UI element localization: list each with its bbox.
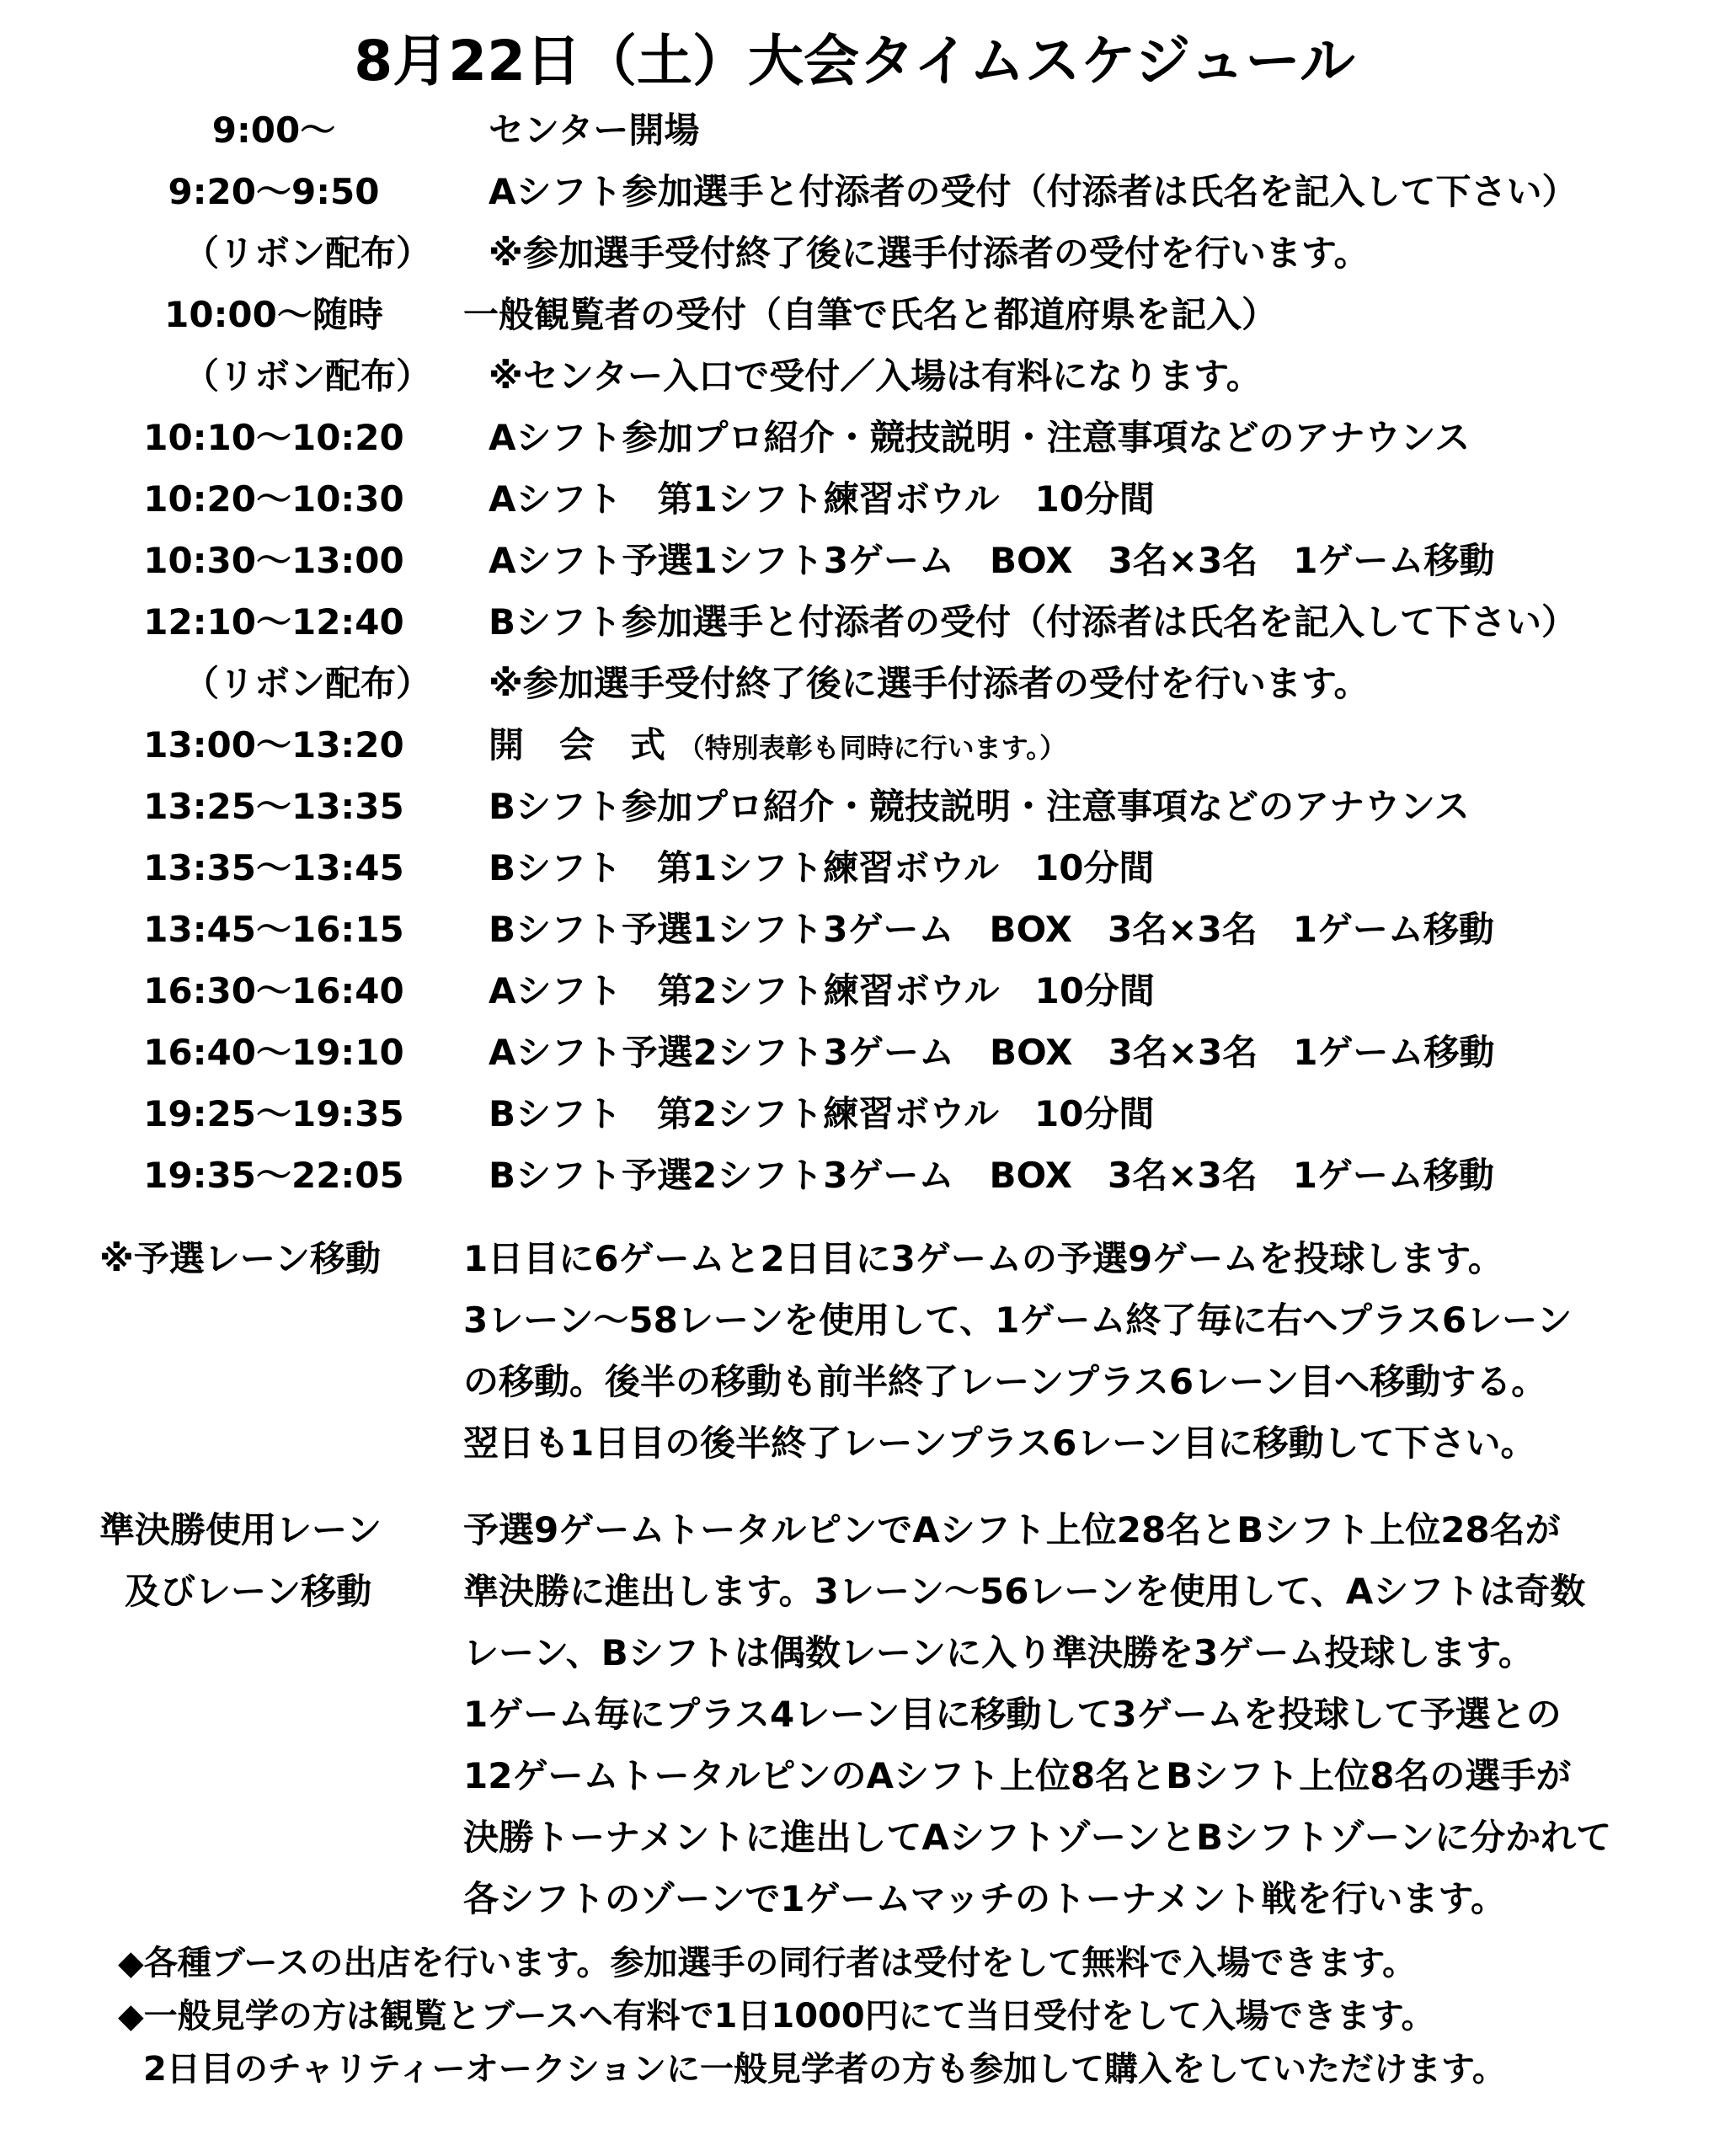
schedule-row xyxy=(0,284,1709,345)
schedule-desc: ※参加選手受付終了後に選手付添者の受付を行います。 xyxy=(489,232,1370,274)
schedule-row xyxy=(0,407,1709,468)
schedule-desc: ※参加選手受付終了後に選手付添者の受付を行います。 xyxy=(489,663,1370,704)
schedule-desc: Bシフト参加選手と付添者の受付（付添者は氏名を記入して下さい） xyxy=(489,601,1578,643)
schedule-time: （リボン配布） xyxy=(183,355,431,397)
schedule-list xyxy=(0,99,1709,1206)
schedule-time: 19:35〜22:05 xyxy=(143,1155,404,1196)
schedule-time: 13:35〜13:45 xyxy=(143,847,404,889)
yosen-line: の移動。後半の移動も前半終了レーンプラス6レーン目へ移動する。 xyxy=(463,1361,1547,1402)
schedule-desc: ※センター入口で受付／入場は有料になります。 xyxy=(489,355,1262,397)
semifinal-line: 12ゲームトータルピンのAシフト上位8名とBシフト上位8名の選手が xyxy=(463,1755,1572,1796)
schedule-row xyxy=(0,591,1709,653)
schedule-row xyxy=(0,1145,1709,1206)
note-line: ◆各種ブースの出店を行います。参加選手の同行者は受付をして無料で入場できます。 xyxy=(118,1944,1417,1983)
ceremony-note: （特別表彰も同時に行います。） xyxy=(677,732,1067,764)
schedule-desc: Bシフト予選2シフト3ゲーム BOX 3名×3名 1ゲーム移動 xyxy=(489,1155,1494,1196)
schedule-desc: Aシフト予選1シフト3ゲーム BOX 3名×3名 1ゲーム移動 xyxy=(489,540,1495,581)
semifinal-line: 1ゲーム毎にプラス4レーン目に移動して3ゲームを投球して予選との xyxy=(463,1694,1562,1735)
yosen-line: 3レーン〜58レーンを使用して、1ゲーム終了毎に右へプラス6レーン xyxy=(463,1299,1573,1341)
notes-block xyxy=(118,1937,1685,2096)
schedule-desc: Aシフト 第2シフト練習ボウル 10分間 xyxy=(489,970,1155,1011)
schedule-row xyxy=(0,468,1709,530)
schedule-desc: Bシフト参加プロ紹介・競技説明・注意事項などのアナウンス xyxy=(489,786,1470,827)
schedule-row xyxy=(0,837,1709,899)
schedule-desc: Bシフト 第1シフト練習ボウル 10分間 xyxy=(489,847,1155,889)
semifinal-line: 決勝トーナメントに進出してAシフトゾーンとBシフトゾーンに分かれて xyxy=(463,1817,1612,1858)
schedule-desc: 一般観覧者の受付（自筆で氏名と都道府県を記入） xyxy=(463,294,1278,335)
schedule-time: 10:20〜10:30 xyxy=(143,478,404,520)
schedule-time: 16:40〜19:10 xyxy=(143,1032,404,1073)
schedule-time: 13:45〜16:15 xyxy=(143,909,404,950)
semifinal-line: 各シフトのゾーンで1ゲームマッチのトーナメント戦を行います。 xyxy=(463,1878,1506,1919)
schedule-time: 10:30〜13:00 xyxy=(143,540,404,581)
schedule-row xyxy=(0,714,1709,776)
semifinal-line: 準決勝に進出します。3レーン〜56レーンを使用して、Aシフトは奇数 xyxy=(463,1571,1586,1612)
semifinal-line: 予選9ゲームトータルピンでAシフト上位28名とBシフト上位28名が xyxy=(463,1509,1561,1550)
schedule-desc: Aシフト参加選手と付添者の受付（付添者は氏名を記入して下さい） xyxy=(489,171,1578,212)
schedule-desc: Aシフト 第1シフト練習ボウル 10分間 xyxy=(489,478,1155,520)
yosen-label: ※予選レーン移動 xyxy=(99,1238,381,1279)
schedule-desc: Bシフト予選1シフト3ゲーム BOX 3名×3名 1ゲーム移動 xyxy=(489,909,1494,950)
page-title: 8月22日（土）大会タイムスケジュール xyxy=(354,29,1355,93)
schedule-row xyxy=(0,222,1709,284)
schedule-row xyxy=(0,960,1709,1022)
schedule-time: 10:00〜随時 xyxy=(164,294,383,335)
yosen-label-block xyxy=(99,1228,428,1289)
schedule-time: 9:00〜 xyxy=(211,109,336,151)
semifinal-text-block xyxy=(463,1499,1676,1929)
semifinal-label: 準決勝使用レーン xyxy=(99,1509,382,1550)
schedule-desc xyxy=(489,714,1066,779)
semifinal-label-block xyxy=(99,1499,428,1622)
schedule-row xyxy=(0,161,1709,222)
schedule-time: 9:20〜9:50 xyxy=(168,171,380,212)
schedule-time: （リボン配布） xyxy=(183,663,431,704)
schedule-desc: Aシフト参加プロ紹介・競技説明・注意事項などのアナウンス xyxy=(489,417,1471,458)
schedule-row xyxy=(0,899,1709,960)
schedule-desc: Aシフト予選2シフト3ゲーム BOX 3名×3名 1ゲーム移動 xyxy=(489,1032,1495,1073)
ceremony-label: 開 会 式 xyxy=(489,724,666,766)
schedule-time: 10:10〜10:20 xyxy=(143,417,404,458)
yosen-line: 1日目に6ゲームと2日目に3ゲームの予選9ゲームを投球します。 xyxy=(463,1238,1503,1279)
note-line: 2日目のチャリティーオークションに一般見学者の方も参加して購入をしていただけます。 xyxy=(143,2050,1506,2089)
schedule-time: 19:25〜19:35 xyxy=(143,1093,404,1134)
schedule-desc: Bシフト 第2シフト練習ボウル 10分間 xyxy=(489,1093,1155,1134)
yosen-line: 翌日も1日目の後半終了レーンプラス6レーン目に移動して下さい。 xyxy=(463,1422,1536,1464)
schedule-row xyxy=(0,99,1709,161)
schedule-row xyxy=(0,1083,1709,1145)
yosen-text-block xyxy=(463,1228,1676,1474)
schedule-desc: センター開場 xyxy=(489,109,700,151)
note-line: ◆一般見学の方は観覧とブースへ有料で1日1000円にて当日受付をして入場できます。 xyxy=(118,1997,1435,2036)
schedule-time: 13:00〜13:20 xyxy=(143,724,404,766)
schedule-row xyxy=(0,776,1709,837)
semifinal-line: レーン、Bシフトは偶数レーンに入り準決勝を3ゲーム投球します。 xyxy=(463,1632,1534,1673)
schedule-row xyxy=(0,345,1709,407)
schedule-time: 12:10〜12:40 xyxy=(143,601,404,643)
schedule-row xyxy=(0,1022,1709,1083)
schedule-time: 16:30〜16:40 xyxy=(143,970,404,1011)
schedule-time: 13:25〜13:35 xyxy=(143,786,404,827)
schedule-time: （リボン配布） xyxy=(183,232,431,274)
schedule-row xyxy=(0,653,1709,714)
semifinal-label: 及びレーン移動 xyxy=(125,1571,372,1612)
schedule-row xyxy=(0,530,1709,591)
